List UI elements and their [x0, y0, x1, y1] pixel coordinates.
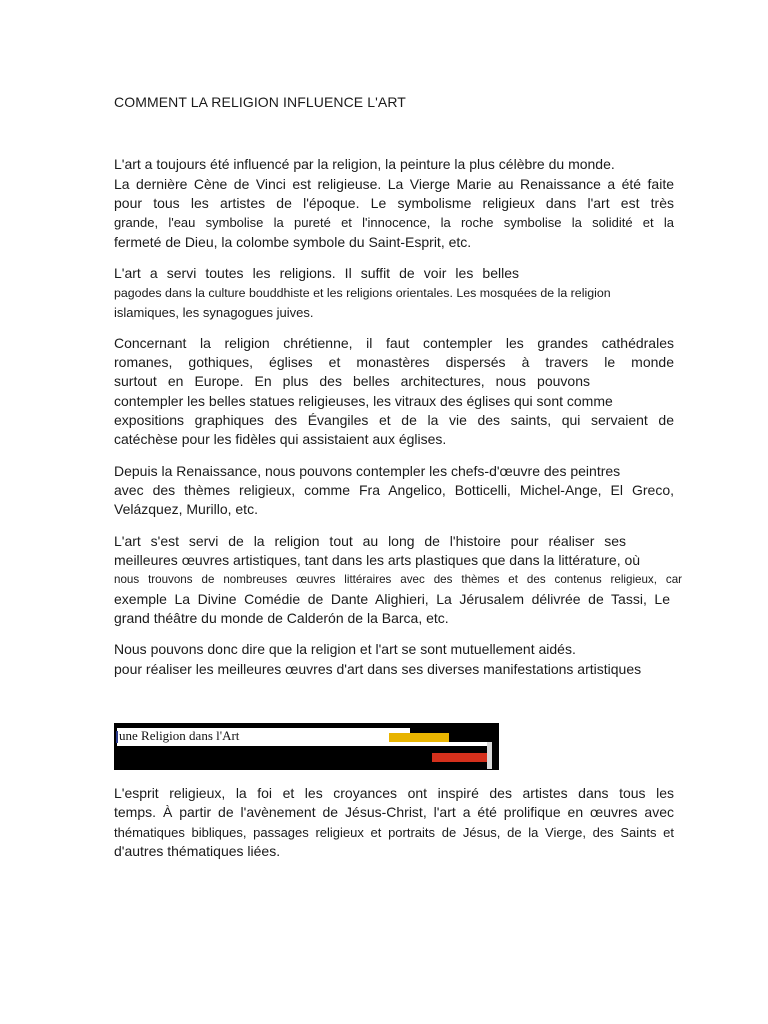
paragraph-1-line-2: La dernière Cène de Vinci est religieuse. La Vierge Marie au Renaissance a été faite [114, 176, 674, 192]
paragraph-5-line-5: grand théâtre du monde de Calderón de la Barca, etc. [114, 610, 449, 626]
paragraph-4-line-1: Depuis la Renaissance, nous pouvons contempler les chefs-d'œuvre des peintres [114, 463, 621, 479]
paragraph-3-line-5: expositions graphiques des Évangiles et de la vie des saints, qui servaient de [114, 412, 674, 428]
paragraph-5-line-3: nous trouvons de nombreuses œuvres littéraires avec des thèmes et des contenus religieux, car [114, 573, 682, 586]
paragraph-7-line-4: d'autres thématiques liées. [114, 843, 281, 859]
paragraph-7-line-2: temps. À partir de l'avènement de Jésus-Christ, l'art a été prolifique en œuvres avec [114, 804, 674, 820]
paragraph-5-line-1: L'art s'est servi de la religion tout au long de l'histoire pour réaliser ses [114, 533, 626, 549]
banner-vertical-bar [487, 742, 492, 769]
paragraph-1-line-5: fermeté de Dieu, la colombe symbole du Saint-Esprit, etc. [114, 234, 472, 250]
paragraph-7-line-3: thématiques bibliques, passages religieux et portraits de Jésus, de la Vierge, des Saints et [114, 825, 674, 840]
paragraph-2-line-1: L'art a servi toutes les religions. Il suffit de voir les belles [114, 265, 519, 281]
paragraph-2-line-3: islamiques, les synagogues juives. [114, 305, 314, 320]
paragraph-4-line-2: avec des thèmes religieux, comme Fra Angelico, Botticelli, Michel-Ange, El Greco, [114, 482, 674, 498]
paragraph-2-line-2: pagodes dans la culture bouddhiste et les religions orientales. Les mosquées de la religion [114, 286, 611, 300]
banner-label: une Religion dans l'Art [119, 728, 240, 743]
religion-art-banner [114, 723, 499, 770]
paragraph-3-line-1: Concernant la religion chrétienne, il faut contempler les grandes cathédrales [114, 335, 674, 351]
banner-red-bar [432, 753, 487, 762]
paragraph-3-line-6: catéchèse pour les fidèles qui assistaient aux églises. [114, 431, 447, 447]
paragraph-7-line-1: L'esprit religieux, la foi et les croyances ont inspiré des artistes dans tous les [114, 785, 674, 801]
paragraph-3-line-4: contempler les belles statues religieuses, les vitraux des églises qui sont comme [114, 393, 613, 409]
paragraph-5-line-4: exemple La Divine Comédie de Dante Alighieri, La Jérusalem délivrée de Tassi, Le [114, 591, 670, 607]
paragraph-1-line-4: grande, l'eau symbolise la pureté et l'innocence, la roche symbolise la solidité et la [114, 215, 674, 230]
paragraph-4-line-3: Velázquez, Murillo, etc. [114, 501, 258, 517]
paragraph-6-line-2: pour réaliser les meilleures œuvres d'art dans ses diverses manifestations artistiques [114, 661, 642, 677]
paragraph-1-line-1: L'art a toujours été influencé par la religion, la peinture la plus célèbre du monde. [114, 156, 615, 172]
banner-cursor-mark [116, 731, 118, 743]
paragraph-6-line-1: Nous pouvons donc dire que la religion et l'art se sont mutuellement aidés. [114, 641, 576, 657]
paragraph-5-line-2: meilleures œuvres artistiques, tant dans les arts plastiques que dans la littérature, où [114, 552, 641, 568]
paragraph-3-line-3: surtout en Europe. En plus des belles architectures, nous pouvons [114, 373, 590, 389]
paragraph-3-line-2: romanes, gothiques, églises et monastères dispersés à travers le monde [114, 354, 674, 370]
document-title: COMMENT LA RELIGION INFLUENCE L'ART [114, 94, 406, 110]
paragraph-1-line-3: pour tous les artistes de l'époque. Le symbolisme religieux dans l'art est très [114, 195, 674, 211]
